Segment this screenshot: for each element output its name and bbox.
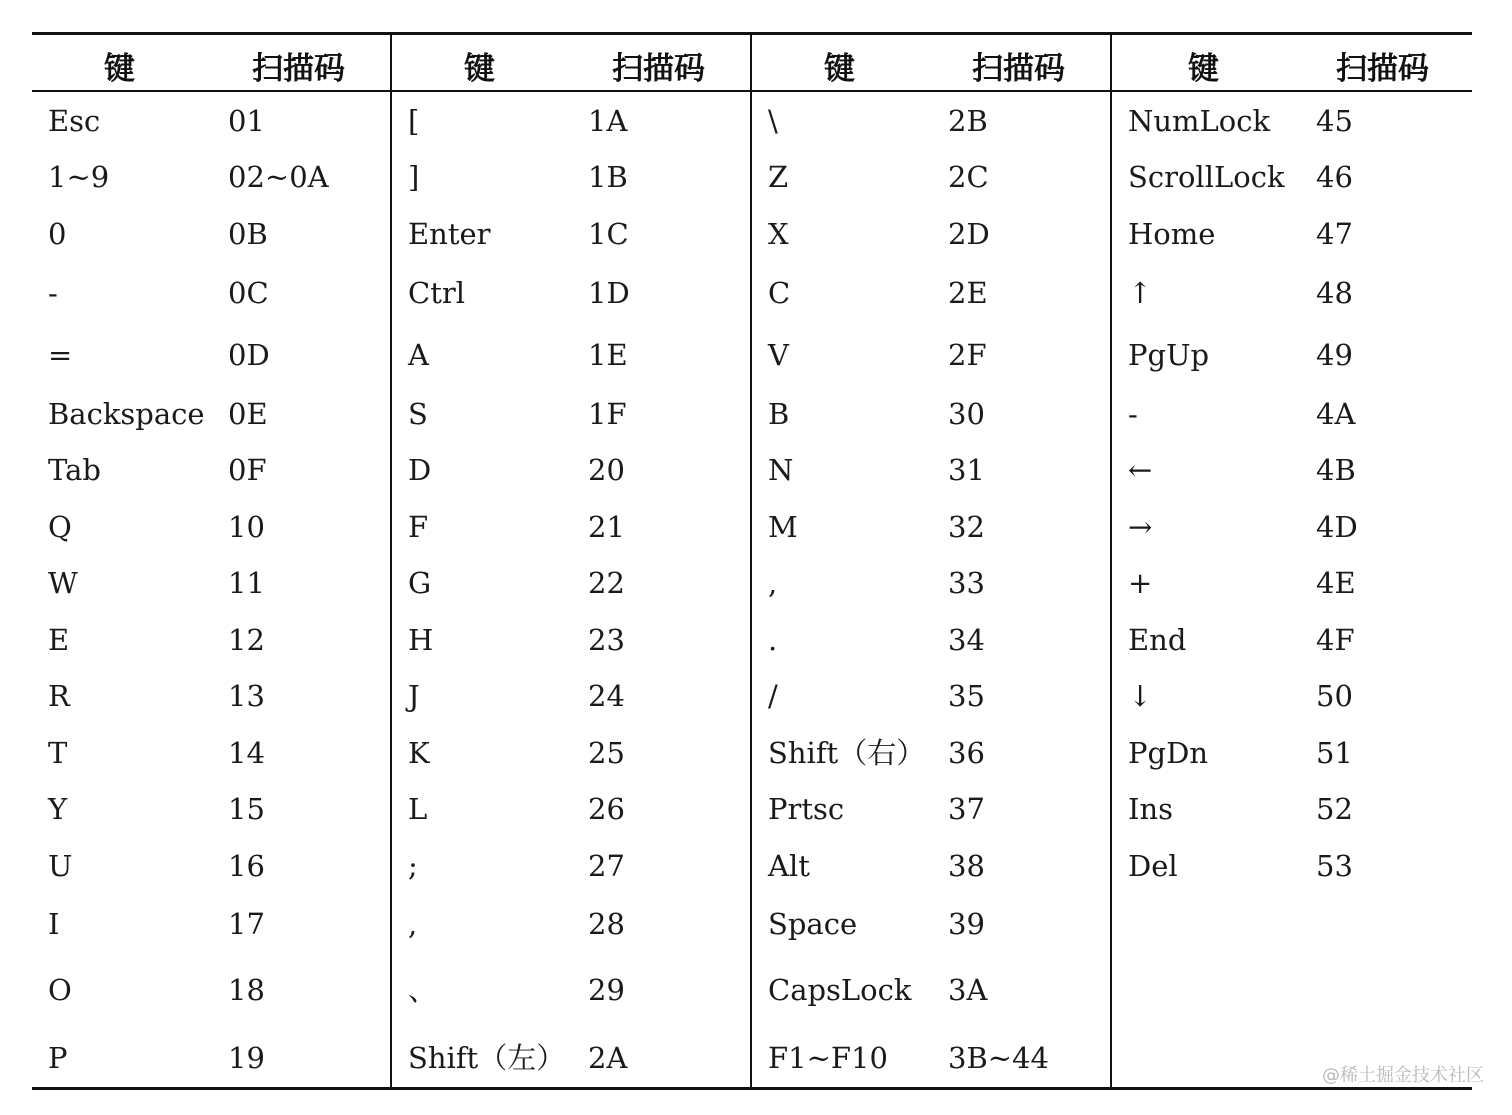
- table-row: [1112, 450, 1472, 490]
- key-cell: ;: [408, 849, 418, 883]
- table-row: [392, 1038, 750, 1078]
- scan-code-cell: 1B: [588, 160, 628, 194]
- scan-code-cell: 20: [588, 453, 625, 487]
- key-cell: Esc: [48, 104, 101, 138]
- scan-code-cell: 3B~44: [948, 1041, 1049, 1075]
- key-cell: L: [408, 792, 428, 826]
- table-row: [392, 733, 750, 773]
- table-row: [392, 676, 750, 716]
- table-row: [752, 904, 1110, 944]
- key-cell: PgUp: [1128, 338, 1210, 372]
- column-group-2: [392, 35, 750, 1087]
- table-row: [32, 1038, 390, 1078]
- key-cell: M: [768, 510, 798, 544]
- table-row: [32, 563, 390, 603]
- table-row: [752, 214, 1110, 254]
- scan-code-cell: 2D: [948, 217, 990, 251]
- key-cell: 1~9: [48, 160, 110, 194]
- table-row: [32, 450, 390, 490]
- scan-code-cell: 13: [228, 679, 265, 713]
- table-row: [392, 846, 750, 886]
- key-cell: PgDn: [1128, 736, 1209, 770]
- scan-code-cell: 4F: [1316, 623, 1355, 657]
- scan-code-cell: 2A: [588, 1041, 628, 1075]
- scan-code-cell: 1E: [588, 338, 628, 372]
- key-cell: E: [48, 623, 70, 657]
- table-row: [392, 620, 750, 660]
- key-cell: F1~F10: [768, 1041, 888, 1075]
- table-row: [32, 676, 390, 716]
- column-header: [752, 35, 1110, 91]
- table-row: [32, 846, 390, 886]
- key-cell: Z: [768, 160, 789, 194]
- key-cell: J: [408, 679, 420, 713]
- table-row: [32, 733, 390, 773]
- key-cell: =: [48, 338, 73, 372]
- scan-code-cell: 26: [588, 792, 625, 826]
- scan-code-cell: 2B: [948, 104, 988, 138]
- column-header: [392, 35, 750, 91]
- key-header: 键: [104, 51, 135, 87]
- table-row: [1112, 157, 1472, 197]
- table-row: [1112, 789, 1472, 829]
- scan-code-table: [32, 32, 1472, 1090]
- table-row: [1112, 676, 1472, 716]
- table-row: [392, 507, 750, 547]
- scan-code-cell: 01: [228, 104, 265, 138]
- table-row: [1112, 846, 1472, 886]
- key-cell: 、: [408, 973, 438, 1007]
- scan-code-cell: 36: [948, 736, 985, 770]
- scan-code-cell: 34: [948, 623, 985, 657]
- key-cell: ↓: [1128, 679, 1153, 713]
- scan-code-cell: 0D: [228, 338, 270, 372]
- scan-code-cell: 49: [1316, 338, 1353, 372]
- scan-code-cell: 25: [588, 736, 625, 770]
- key-cell: →: [1128, 510, 1153, 544]
- table-row: [752, 970, 1110, 1010]
- key-cell: 0: [48, 217, 67, 251]
- scan-code-cell: 02~0A: [228, 160, 329, 194]
- key-cell: ScrollLock: [1128, 160, 1285, 194]
- key-cell: F: [408, 510, 429, 544]
- scan-code-header: 扫描码: [612, 51, 705, 87]
- scan-code-cell: 35: [948, 679, 985, 713]
- column-group-3: [752, 35, 1110, 1087]
- scan-code-cell: 52: [1316, 792, 1353, 826]
- table-row: [1112, 507, 1472, 547]
- table-row: [392, 904, 750, 944]
- key-cell: U: [48, 849, 73, 883]
- key-cell: .: [768, 623, 778, 657]
- key-cell: Home: [1128, 217, 1216, 251]
- table-row: [1112, 563, 1472, 603]
- table-row: [752, 273, 1110, 313]
- key-cell: W: [48, 566, 78, 600]
- table-row: [392, 157, 750, 197]
- table-row: [392, 563, 750, 603]
- key-header: 键: [464, 51, 495, 87]
- scan-code-cell: 38: [948, 849, 985, 883]
- key-cell: Tab: [48, 453, 101, 487]
- table-row: [392, 450, 750, 490]
- table-row: [32, 394, 390, 434]
- column-group-1: [32, 35, 390, 1087]
- scan-code-cell: 28: [588, 907, 625, 941]
- scan-code-cell: 53: [1316, 849, 1353, 883]
- table-row: [1112, 101, 1472, 141]
- key-cell: Shift（左）: [408, 1041, 566, 1075]
- scan-code-cell: 18: [228, 973, 265, 1007]
- scan-code-cell: 45: [1316, 104, 1353, 138]
- scan-code-cell: 29: [588, 973, 625, 1007]
- scan-code-cell: 11: [228, 566, 265, 600]
- scan-code-cell: 32: [948, 510, 985, 544]
- key-cell: ←: [1128, 453, 1153, 487]
- key-header: 键: [1188, 51, 1219, 87]
- column-header: [1112, 35, 1472, 91]
- scan-code-cell: 19: [228, 1041, 265, 1075]
- table-row: [32, 157, 390, 197]
- table-row: [32, 507, 390, 547]
- table-row: [752, 335, 1110, 375]
- key-cell: [: [408, 104, 420, 138]
- column-group-4: [1112, 35, 1472, 1087]
- table-row: [392, 394, 750, 434]
- scan-code-cell: 48: [1316, 276, 1353, 310]
- table-row: [1112, 394, 1472, 434]
- scan-code-cell: 16: [228, 849, 265, 883]
- key-cell: Enter: [408, 217, 491, 251]
- table-row: [32, 273, 390, 313]
- table-row: [32, 904, 390, 944]
- key-cell: /: [768, 679, 778, 713]
- key-cell: NumLock: [1128, 104, 1271, 138]
- scan-code-cell: 0C: [228, 276, 269, 310]
- scan-code-cell: 4A: [1316, 397, 1356, 431]
- scan-code-cell: 46: [1316, 160, 1353, 194]
- table-row: [1112, 273, 1472, 313]
- key-cell: End: [1128, 623, 1187, 657]
- table-row: [392, 970, 750, 1010]
- key-cell: I: [48, 907, 60, 941]
- key-cell: G: [408, 566, 432, 600]
- table-row: [392, 273, 750, 313]
- key-cell: +: [1128, 566, 1153, 600]
- key-cell: Del: [1128, 849, 1178, 883]
- key-cell: T: [48, 736, 68, 770]
- key-cell: X: [768, 217, 789, 251]
- scan-code-cell: 2F: [948, 338, 987, 372]
- table-row: [32, 970, 390, 1010]
- key-cell: Y: [48, 792, 68, 826]
- key-cell: N: [768, 453, 794, 487]
- key-cell: V: [768, 338, 789, 372]
- watermark: @稀土掘金技术社区: [1322, 1065, 1484, 1086]
- scan-code-cell: 51: [1316, 736, 1353, 770]
- table-row: [752, 507, 1110, 547]
- table-row: [752, 676, 1110, 716]
- key-cell: Space: [768, 907, 858, 941]
- key-cell: ,: [408, 907, 418, 941]
- table-row: [32, 620, 390, 660]
- key-cell: -: [1128, 397, 1138, 431]
- scan-code-cell: 27: [588, 849, 625, 883]
- table-row: [1112, 335, 1472, 375]
- scan-code-header: 扫描码: [972, 51, 1065, 87]
- key-cell: Alt: [768, 849, 810, 883]
- scan-code-cell: 12: [228, 623, 265, 657]
- key-cell: S: [408, 397, 428, 431]
- table-row: [752, 1038, 1110, 1078]
- key-cell: Q: [48, 510, 72, 544]
- key-cell: Shift（右）: [768, 736, 926, 770]
- scan-code-header: 扫描码: [252, 51, 345, 87]
- key-cell: \: [768, 104, 778, 138]
- scan-code-cell: 1F: [588, 397, 627, 431]
- key-cell: Ins: [1128, 792, 1174, 826]
- scan-code-cell: 14: [228, 736, 265, 770]
- scan-code-cell: 1C: [588, 217, 629, 251]
- key-cell: Backspace: [48, 397, 205, 431]
- scan-code-cell: 3A: [948, 973, 988, 1007]
- key-header: 键: [824, 51, 855, 87]
- scan-code-cell: 24: [588, 679, 625, 713]
- table-row: [1112, 214, 1472, 254]
- table-row: [752, 450, 1110, 490]
- table-row: [752, 101, 1110, 141]
- table-row: [32, 214, 390, 254]
- key-cell: ↑: [1128, 276, 1153, 310]
- table-row: [32, 789, 390, 829]
- table-row: [392, 335, 750, 375]
- scan-code-cell: 0F: [228, 453, 267, 487]
- key-cell: C: [768, 276, 791, 310]
- key-cell: -: [48, 276, 58, 310]
- scan-code-cell: 4B: [1316, 453, 1356, 487]
- scan-code-cell: 4D: [1316, 510, 1358, 544]
- table-row: [752, 789, 1110, 829]
- scan-code-cell: 10: [228, 510, 265, 544]
- table-row: [752, 563, 1110, 603]
- scan-code-cell: 21: [588, 510, 625, 544]
- key-cell: K: [408, 736, 430, 770]
- table-row: [1112, 733, 1472, 773]
- key-cell: P: [48, 1041, 68, 1075]
- key-cell: ,: [768, 566, 778, 600]
- key-cell: R: [48, 679, 70, 713]
- scan-code-cell: 1A: [588, 104, 628, 138]
- key-cell: ]: [408, 160, 420, 194]
- key-cell: Ctrl: [408, 276, 465, 310]
- scan-code-cell: 2C: [948, 160, 989, 194]
- scan-code-cell: 31: [948, 453, 985, 487]
- scan-code-cell: 1D: [588, 276, 630, 310]
- scan-code-cell: 15: [228, 792, 265, 826]
- scan-code-cell: 23: [588, 623, 625, 657]
- scan-code-cell: 17: [228, 907, 265, 941]
- table-row: [32, 335, 390, 375]
- scan-code-cell: 39: [948, 907, 985, 941]
- table-row: [752, 846, 1110, 886]
- key-cell: Prtsc: [768, 792, 845, 826]
- table-row: [752, 157, 1110, 197]
- table-row: [392, 101, 750, 141]
- scan-code-cell: 4E: [1316, 566, 1356, 600]
- table-row: [752, 394, 1110, 434]
- table-row: [1112, 620, 1472, 660]
- scan-code-cell: 0E: [228, 397, 268, 431]
- table-row: [392, 214, 750, 254]
- scan-code-cell: 37: [948, 792, 985, 826]
- table-row: [752, 733, 1110, 773]
- scan-code-cell: 33: [948, 566, 985, 600]
- scan-code-cell: 50: [1316, 679, 1353, 713]
- key-cell: D: [408, 453, 432, 487]
- key-cell: H: [408, 623, 434, 657]
- key-cell: CapsLock: [768, 973, 912, 1007]
- scan-code-header: 扫描码: [1336, 51, 1429, 87]
- scan-code-cell: 30: [948, 397, 985, 431]
- scan-code-cell: 0B: [228, 217, 268, 251]
- key-cell: A: [408, 338, 429, 372]
- key-cell: O: [48, 973, 72, 1007]
- table-row: [752, 620, 1110, 660]
- column-header: [32, 35, 390, 91]
- key-cell: B: [768, 397, 790, 431]
- scan-code-cell: 47: [1316, 217, 1353, 251]
- scan-code-cell: 22: [588, 566, 625, 600]
- table-row: [392, 789, 750, 829]
- table-row: [32, 101, 390, 141]
- scan-code-cell: 2E: [948, 276, 988, 310]
